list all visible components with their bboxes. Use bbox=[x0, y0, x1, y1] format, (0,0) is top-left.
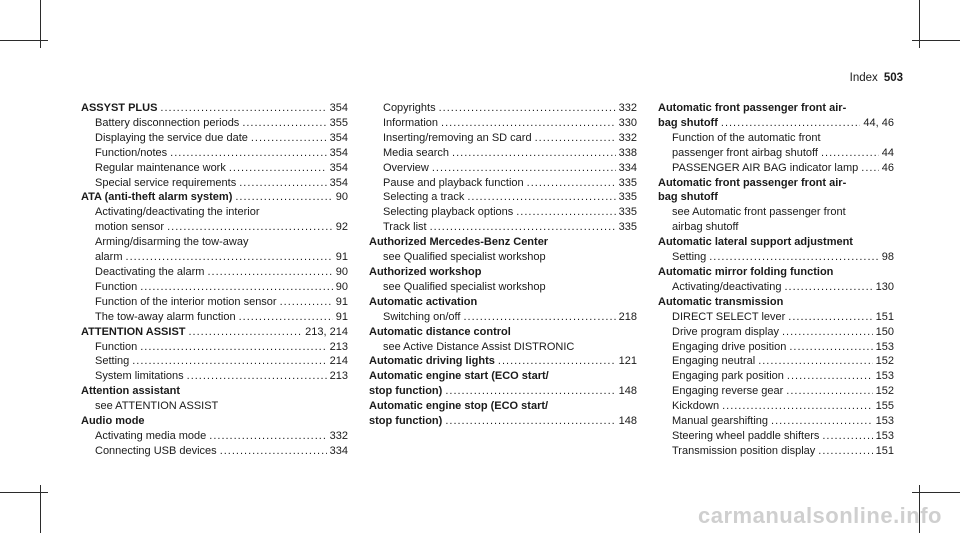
index-subentry: see Qualified specialist workshop bbox=[383, 251, 546, 264]
dot-leader bbox=[432, 161, 616, 176]
entry-text: Media search bbox=[383, 146, 450, 159]
page-reference[interactable]: 151 bbox=[875, 310, 894, 323]
page-reference[interactable]: 151 bbox=[875, 444, 894, 457]
page-reference[interactable]: 91 bbox=[335, 251, 348, 264]
crop-mark bbox=[912, 40, 960, 41]
page-number: 503 bbox=[883, 72, 903, 84]
dot-leader bbox=[242, 116, 326, 131]
entry-text: Drive program display bbox=[672, 325, 779, 338]
index-subentry bbox=[81, 176, 348, 191]
entry-text: Track list bbox=[383, 221, 427, 234]
entry-text: Function of the interior motion sensor bbox=[95, 295, 277, 308]
page-reference[interactable]: 46 bbox=[881, 161, 894, 174]
page-reference[interactable]: 213 bbox=[329, 340, 348, 353]
page-reference[interactable]: 153 bbox=[875, 429, 894, 442]
entry-text: Special service requirements bbox=[95, 176, 237, 189]
dot-leader bbox=[527, 176, 616, 191]
index-entry: Automatic activation bbox=[369, 295, 478, 308]
index-subentry bbox=[81, 369, 348, 384]
index-subentry bbox=[658, 340, 894, 355]
page-reference[interactable]: 218 bbox=[618, 310, 637, 323]
entry-text: Overview bbox=[383, 161, 429, 174]
dot-leader bbox=[239, 310, 333, 325]
page-header bbox=[850, 72, 903, 84]
crop-mark bbox=[0, 492, 48, 493]
index-subentry bbox=[81, 265, 348, 280]
index-subentry bbox=[369, 116, 637, 131]
page-reference[interactable]: 90 bbox=[335, 191, 348, 204]
index-subentry bbox=[81, 429, 348, 444]
dot-leader bbox=[818, 444, 872, 459]
entry-text: Inserting/removing an SD card bbox=[383, 131, 532, 144]
index-subentry bbox=[658, 384, 894, 399]
page-reference[interactable]: 354 bbox=[329, 146, 348, 159]
entry-text: Setting bbox=[95, 355, 130, 368]
entry-text: Engaging drive position bbox=[672, 340, 787, 353]
entry-text: Engaging park position bbox=[672, 370, 784, 383]
dot-leader bbox=[821, 146, 879, 161]
index-entry bbox=[369, 414, 637, 429]
index-subentry bbox=[81, 131, 348, 146]
dot-leader bbox=[170, 146, 326, 161]
index-entry: Automatic lateral support adjustment bbox=[658, 236, 853, 249]
page-reference[interactable]: 354 bbox=[329, 176, 348, 189]
page-reference[interactable]: 44, 46 bbox=[863, 116, 894, 129]
entry-text: Manual gearshifting bbox=[672, 415, 769, 428]
index-entry bbox=[369, 354, 637, 369]
entry-text: PASSENGER AIR BAG indicator lamp bbox=[672, 161, 859, 174]
dot-leader bbox=[467, 190, 615, 205]
page-reference[interactable]: 334 bbox=[329, 444, 348, 457]
index-column-1 bbox=[81, 101, 348, 459]
page-reference[interactable]: 155 bbox=[875, 400, 894, 413]
entry-text: stop function) bbox=[369, 385, 443, 398]
page-reference[interactable]: 152 bbox=[875, 355, 894, 368]
entry-text: Selecting playback options bbox=[383, 206, 514, 219]
page-reference[interactable]: 91 bbox=[335, 310, 348, 323]
dot-leader bbox=[140, 280, 333, 295]
index-subentry bbox=[658, 250, 894, 265]
index-entry: Automatic front passenger front air- bbox=[658, 102, 847, 114]
page-reference[interactable]: 354 bbox=[329, 131, 348, 144]
entry-text: stop function) bbox=[369, 415, 443, 428]
page-reference[interactable]: 354 bbox=[329, 161, 348, 174]
dot-leader bbox=[441, 116, 616, 131]
entry-text: Engaging neutral bbox=[672, 355, 756, 368]
index-entry bbox=[658, 116, 894, 131]
dot-leader bbox=[784, 280, 872, 295]
index-subentry bbox=[369, 101, 637, 116]
dot-leader bbox=[140, 340, 326, 355]
entry-text: Switching on/off bbox=[383, 310, 461, 323]
index-entry: Automatic transmission bbox=[658, 295, 784, 308]
page-reference[interactable]: 213, 214 bbox=[305, 325, 348, 338]
dot-leader bbox=[786, 384, 872, 399]
entry-text: motion sensor bbox=[95, 221, 165, 234]
entry-text: DIRECT SELECT lever bbox=[672, 310, 786, 323]
index-entry: Automatic front passenger front air- bbox=[658, 176, 847, 189]
dot-leader bbox=[758, 354, 872, 369]
dot-leader bbox=[239, 176, 326, 191]
index-entry: bag shutoff bbox=[658, 191, 718, 204]
entry-text: Automatic driving lights bbox=[369, 355, 495, 368]
entry-text: Battery disconnection periods bbox=[95, 116, 240, 129]
index-subentry bbox=[81, 444, 348, 459]
entry-text: Kickdown bbox=[672, 400, 720, 413]
index-subentry bbox=[658, 429, 894, 444]
dot-leader bbox=[516, 205, 615, 220]
page-reference[interactable]: 213 bbox=[329, 370, 348, 383]
dot-leader bbox=[126, 250, 333, 265]
index-entry: Attention assistant bbox=[81, 385, 181, 398]
dot-leader bbox=[498, 354, 616, 369]
dot-leader bbox=[220, 444, 327, 459]
watermark: carmanualsonline.info bbox=[698, 503, 942, 528]
page-reference[interactable]: 334 bbox=[618, 161, 637, 174]
index-subentry bbox=[658, 354, 894, 369]
dot-leader bbox=[789, 340, 872, 355]
index-subentry bbox=[81, 161, 348, 176]
index-entry: Authorized Mercedes-Benz Center bbox=[369, 236, 549, 249]
dot-leader bbox=[229, 161, 327, 176]
index-subentry bbox=[369, 310, 637, 325]
index-subentry bbox=[369, 205, 637, 220]
dot-leader bbox=[535, 131, 616, 146]
dot-leader bbox=[822, 429, 872, 444]
dot-leader bbox=[861, 161, 878, 176]
index-subentry: see Qualified specialist workshop bbox=[383, 280, 546, 293]
entry-text: Selecting a track bbox=[383, 191, 465, 204]
entry-text: Copyrights bbox=[383, 102, 436, 114]
dot-leader bbox=[251, 131, 327, 146]
dot-leader bbox=[430, 220, 616, 235]
entry-text: Deactivating the alarm bbox=[95, 265, 205, 278]
page-reference[interactable]: 44 bbox=[881, 146, 894, 159]
index-subentry bbox=[658, 414, 894, 429]
dot-leader bbox=[209, 429, 326, 444]
page-reference[interactable]: 121 bbox=[618, 355, 637, 368]
dot-leader bbox=[722, 399, 873, 414]
page-reference[interactable]: 148 bbox=[618, 415, 637, 428]
entry-text: Engaging reverse gear bbox=[672, 385, 784, 398]
index-subentry bbox=[81, 295, 348, 310]
page-reference[interactable]: 335 bbox=[618, 191, 637, 204]
index-entry bbox=[81, 101, 348, 116]
entry-text: Function bbox=[95, 280, 138, 293]
index-subentry: see Automatic front passenger front bbox=[672, 206, 846, 219]
entry-text: Displaying the service due date bbox=[95, 131, 248, 144]
index-entry: Automatic distance control bbox=[369, 325, 511, 338]
page-reference[interactable]: 153 bbox=[875, 340, 894, 353]
index-subentry bbox=[658, 325, 894, 340]
dot-leader bbox=[445, 414, 615, 429]
index-subentry bbox=[658, 280, 894, 295]
dot-leader bbox=[160, 101, 326, 116]
entry-text: Function bbox=[95, 340, 138, 353]
index-subentry bbox=[81, 116, 348, 131]
page-reference[interactable]: 150 bbox=[875, 325, 894, 338]
dot-leader bbox=[280, 295, 333, 310]
dot-leader bbox=[439, 101, 616, 116]
page-reference[interactable]: 153 bbox=[875, 415, 894, 428]
page-reference[interactable]: 90 bbox=[335, 280, 348, 293]
index-subentry bbox=[369, 131, 637, 146]
dot-leader bbox=[463, 310, 615, 325]
index-subentry bbox=[369, 176, 637, 191]
entry-text: Steering wheel paddle shifters bbox=[672, 429, 820, 442]
page-reference[interactable]: 335 bbox=[618, 221, 637, 234]
entry-text: Connecting USB devices bbox=[95, 444, 217, 457]
index-subentry bbox=[81, 310, 348, 325]
page-reference[interactable]: 335 bbox=[618, 176, 637, 189]
index-entry bbox=[369, 384, 637, 399]
entry-text: System limitations bbox=[95, 370, 184, 383]
index-subentry bbox=[369, 146, 637, 161]
section-title: Index bbox=[849, 72, 878, 84]
index-subentry bbox=[658, 146, 894, 161]
dot-leader bbox=[452, 146, 616, 161]
page-reference[interactable]: 355 bbox=[329, 116, 348, 129]
index-subentry bbox=[369, 220, 637, 235]
dot-leader bbox=[207, 265, 332, 280]
page-reference[interactable]: 332 bbox=[618, 102, 637, 114]
entry-text: Setting bbox=[672, 251, 707, 264]
entry-text: Activating media mode bbox=[95, 429, 207, 442]
index-entry bbox=[81, 325, 348, 340]
index-subentry: Arming/disarming the tow-away bbox=[95, 236, 249, 249]
index-subentry bbox=[81, 280, 348, 295]
entry-text: Information bbox=[383, 116, 439, 129]
index-subentry bbox=[658, 399, 894, 414]
index-subentry bbox=[369, 190, 637, 205]
index-subentry bbox=[658, 310, 894, 325]
index-subentry: see Active Distance Assist DISTRONIC bbox=[383, 340, 575, 353]
entry-text: The tow-away alarm function bbox=[95, 310, 236, 323]
dot-leader bbox=[445, 384, 615, 399]
page-reference[interactable]: 98 bbox=[881, 251, 894, 264]
dot-leader bbox=[709, 250, 879, 265]
entry-text: bag shutoff bbox=[658, 116, 718, 129]
entry-text: passenger front airbag shutoff bbox=[672, 146, 818, 159]
entry-text: ATTENTION ASSIST bbox=[81, 325, 186, 338]
page-reference[interactable]: 330 bbox=[618, 116, 637, 129]
page-reference[interactable]: 90 bbox=[335, 265, 348, 278]
page-reference[interactable]: 354 bbox=[329, 102, 348, 114]
page-reference[interactable]: 153 bbox=[875, 370, 894, 383]
entry-text: Pause and playback function bbox=[383, 176, 524, 189]
entry-text: Transmission position display bbox=[672, 444, 816, 457]
index-subentry: airbag shutoff bbox=[672, 221, 739, 234]
index-subentry bbox=[369, 161, 637, 176]
index-entry: Authorized workshop bbox=[369, 265, 482, 278]
index-subentry bbox=[81, 146, 348, 161]
index-entry: Automatic engine stop (ECO start/ bbox=[369, 400, 549, 413]
page-reference[interactable]: 130 bbox=[875, 280, 894, 293]
dot-leader bbox=[189, 325, 303, 340]
index-subentry: see ATTENTION ASSIST bbox=[95, 400, 219, 413]
index-subentry bbox=[658, 369, 894, 384]
page-reference[interactable]: 148 bbox=[618, 385, 637, 398]
index-entry: Audio mode bbox=[81, 415, 145, 428]
page-reference[interactable]: 335 bbox=[618, 206, 637, 219]
index-subentry bbox=[81, 220, 348, 235]
index-subentry: Activating/deactivating the interior bbox=[95, 206, 260, 219]
entry-text: Function/notes bbox=[95, 146, 168, 159]
entry-text: Activating/deactivating bbox=[672, 280, 782, 293]
dot-leader bbox=[132, 354, 326, 369]
page-reference[interactable]: 332 bbox=[618, 131, 637, 144]
index-subentry bbox=[81, 340, 348, 355]
index-subentry bbox=[81, 354, 348, 369]
entry-text: ASSYST PLUS bbox=[81, 102, 158, 114]
page-reference[interactable]: 332 bbox=[329, 429, 348, 442]
index-entry: Automatic engine start (ECO start/ bbox=[369, 370, 549, 383]
entry-text: Regular maintenance work bbox=[95, 161, 226, 174]
crop-mark bbox=[0, 40, 48, 41]
index-entry bbox=[81, 190, 348, 205]
index-column-2 bbox=[369, 101, 637, 429]
page-reference[interactable]: 338 bbox=[618, 146, 637, 159]
index-subentry bbox=[658, 161, 894, 176]
dot-leader bbox=[167, 220, 333, 235]
page-reference[interactable]: 214 bbox=[329, 355, 348, 368]
page-reference[interactable]: 91 bbox=[335, 295, 348, 308]
dot-leader bbox=[235, 190, 332, 205]
page-reference[interactable]: 152 bbox=[875, 385, 894, 398]
entry-text: alarm bbox=[95, 251, 123, 264]
index-subentry: Function of the automatic front bbox=[672, 131, 821, 144]
dot-leader bbox=[187, 369, 327, 384]
page-reference[interactable]: 92 bbox=[335, 221, 348, 234]
dot-leader bbox=[721, 116, 861, 131]
entry-text: ATA (anti-theft alarm system) bbox=[81, 191, 233, 204]
dot-leader bbox=[788, 310, 872, 325]
crop-mark bbox=[912, 492, 960, 493]
index-column-3 bbox=[658, 101, 894, 459]
index-entry: Automatic mirror folding function bbox=[658, 265, 834, 278]
dot-leader bbox=[782, 325, 873, 340]
index-subentry bbox=[658, 444, 894, 459]
dot-leader bbox=[771, 414, 873, 429]
index-subentry bbox=[81, 250, 348, 265]
dot-leader bbox=[787, 369, 873, 384]
